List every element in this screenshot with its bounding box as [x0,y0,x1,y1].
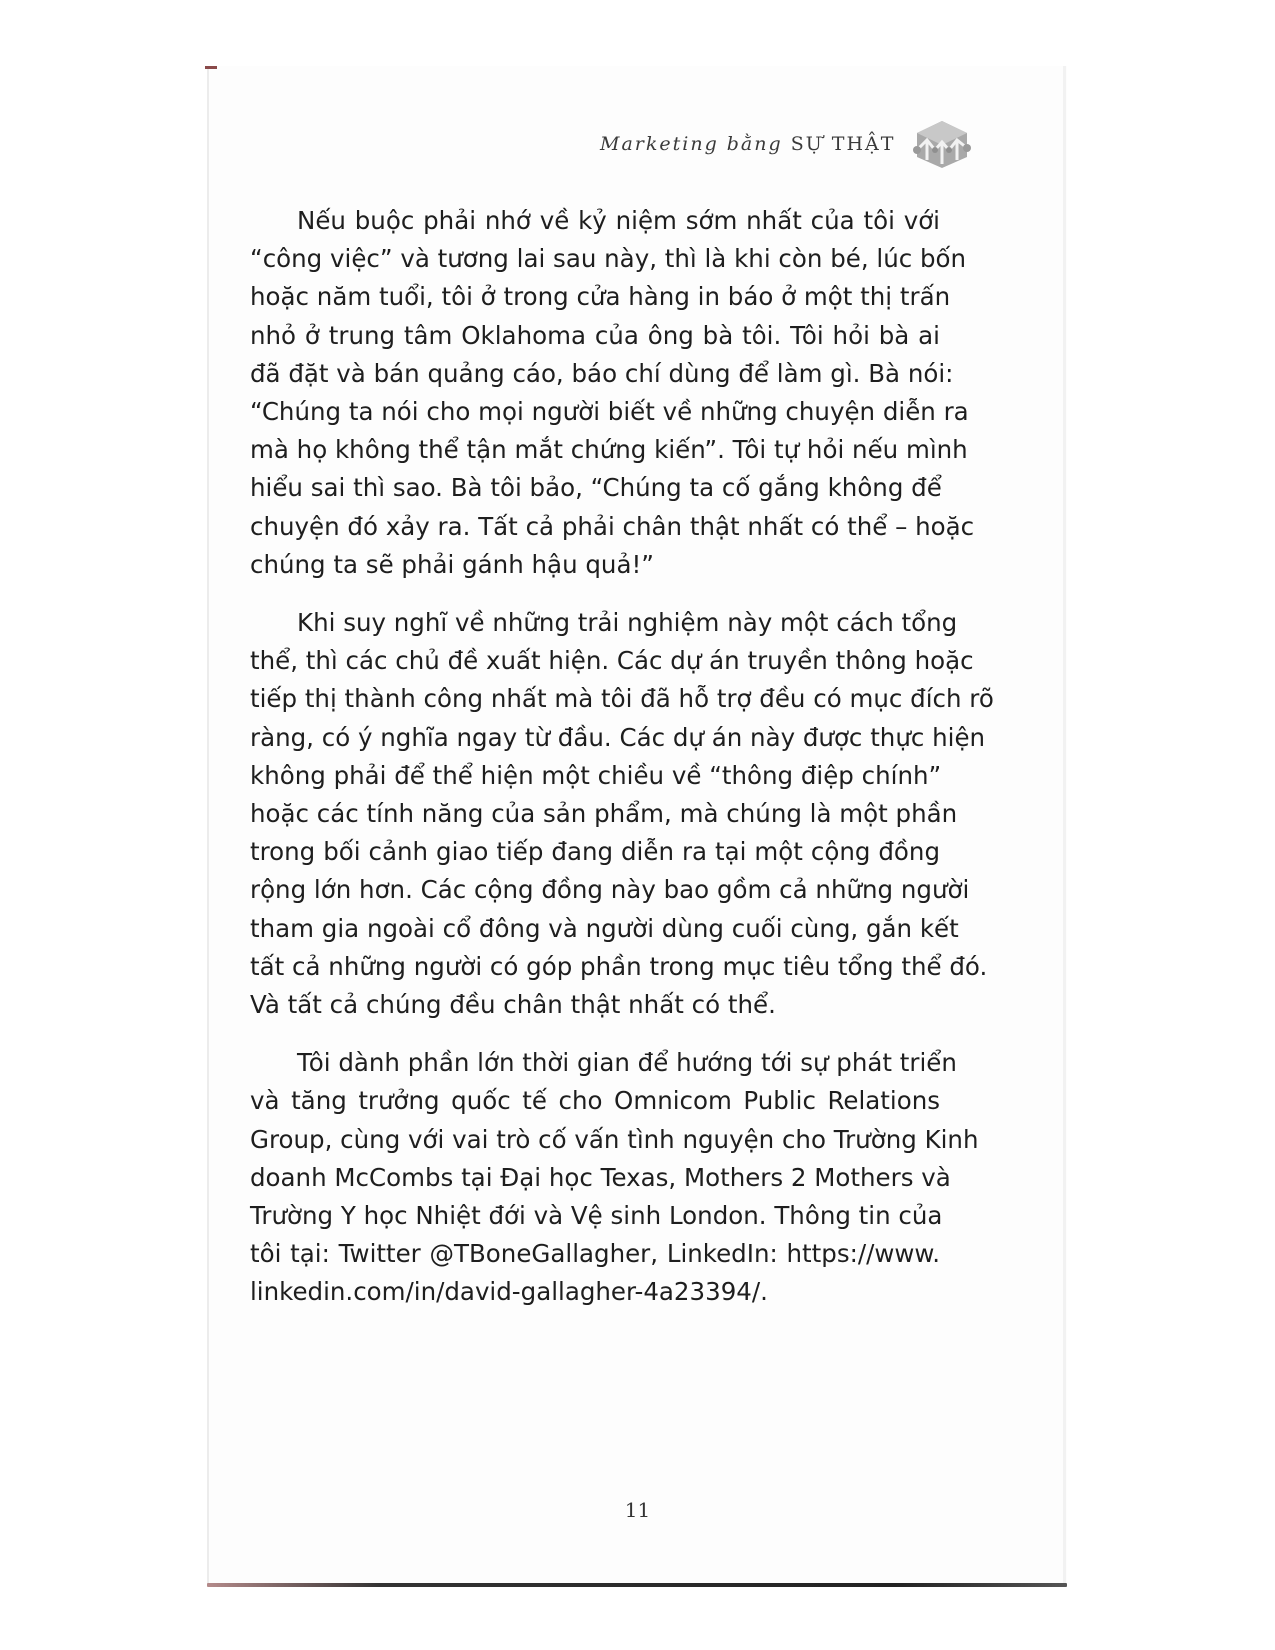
text-line: ràng, có ý nghĩa ngay từ đầu. Các dự án này được thực hiện [250,722,986,752]
text-line: mà họ không thể tận mắt chứng kiến”. Tôi tự hỏi nếu mình [250,435,968,465]
book-title-italic: Marketing bằng [600,133,783,155]
text-line: chúng ta sẽ phải gánh hậu quả!” [250,549,654,579]
text-line: doanh McCombs tại Đại học Texas, Mothers 2 Mothers và [250,1162,951,1192]
text-line: không phải để thể hiện một chiều về “thông điệp chính” [250,760,942,790]
page-right-edge [1063,66,1066,1586]
text-line: thể, thì các chủ đề xuất hiện. Các dự án truyền thông hoặc [250,646,974,676]
paragraph-3 [250,1044,979,1311]
text-line: Trường Y học Nhiệt đới và Vệ sinh London. Thông tin của [250,1201,943,1231]
page-bottom-edge [207,1583,1067,1587]
text-line: hoặc các tính năng của sản phẩm, mà chúng là một phần [250,799,958,829]
text-line: Nếu buộc phải nhớ về kỷ niệm sớm nhất của tôi với [297,206,940,235]
hexagon-network-logo-icon [911,118,973,170]
text-line: trong bối cảnh giao tiếp đang diễn ra tại một cộng đồng [250,837,940,867]
text-line: đã đặt và bán quảng cáo, báo chí dùng để làm gì. Bà nói: [250,358,954,388]
text-line: chuyện đó xảy ra. Tất cả phải chân thật nhất có thể – hoặc [250,511,975,541]
text-line: tất cả những người có góp phần trong mục tiêu tổng thể đó. [250,951,988,981]
text-line: hiểu sai thì sao. Bà tôi bảo, “Chúng ta cố gắng không để [250,473,942,503]
running-header [600,124,973,164]
page-number: 11 [624,1498,651,1522]
text-line: tiếp thị thành công nhất mà tôi đã hỗ trợ đều có mục đích rõ [250,684,994,714]
text-line: Group, cùng với vai trò cố vấn tình nguyện cho Trường Kinh [250,1124,979,1154]
text-line: rộng lớn hơn. Các cộng đồng này bao gồm cả những người [250,875,970,905]
text-line: nhỏ ở trung tâm Oklahoma của ông bà tôi. Tôi hỏi bà ai [250,320,940,350]
paragraph-1 [250,202,975,584]
text-line: “Chúng ta nói cho mọi người biết về những chuyện diễn ra [250,397,969,427]
book-title [600,133,895,155]
text-line: Khi suy nghĩ về những trải nghiệm này một cách tổng [297,608,958,638]
text-line: Và tất cả chúng đều chân thật nhất có thể. [250,990,776,1020]
text-line: và tăng trưởng quốc tế cho Omnicom Public Relations [250,1086,940,1116]
page-corner-mark [205,66,217,69]
paragraph-2 [250,604,994,1024]
text-line: tham gia ngoài cổ đông và người dùng cuối cùng, gắn kết [250,913,959,943]
text-line: tôi tại: Twitter @TBoneGallagher, LinkedIn: https://www. [250,1239,940,1269]
body-text [250,202,994,1332]
book-title-caps: SỰ THẬT [790,133,896,155]
text-line: “công việc” và tương lai sau này, thì là khi còn bé, lúc bốn [250,244,967,274]
text-line: Tôi dành phần lớn thời gian để hướng tới sự phát triển [297,1048,957,1078]
text-line: linkedin.com/in/david-gallagher-4a23394/. [250,1277,768,1307]
text-line: hoặc năm tuổi, tôi ở trong cửa hàng in báo ở một thị trấn [250,282,951,312]
